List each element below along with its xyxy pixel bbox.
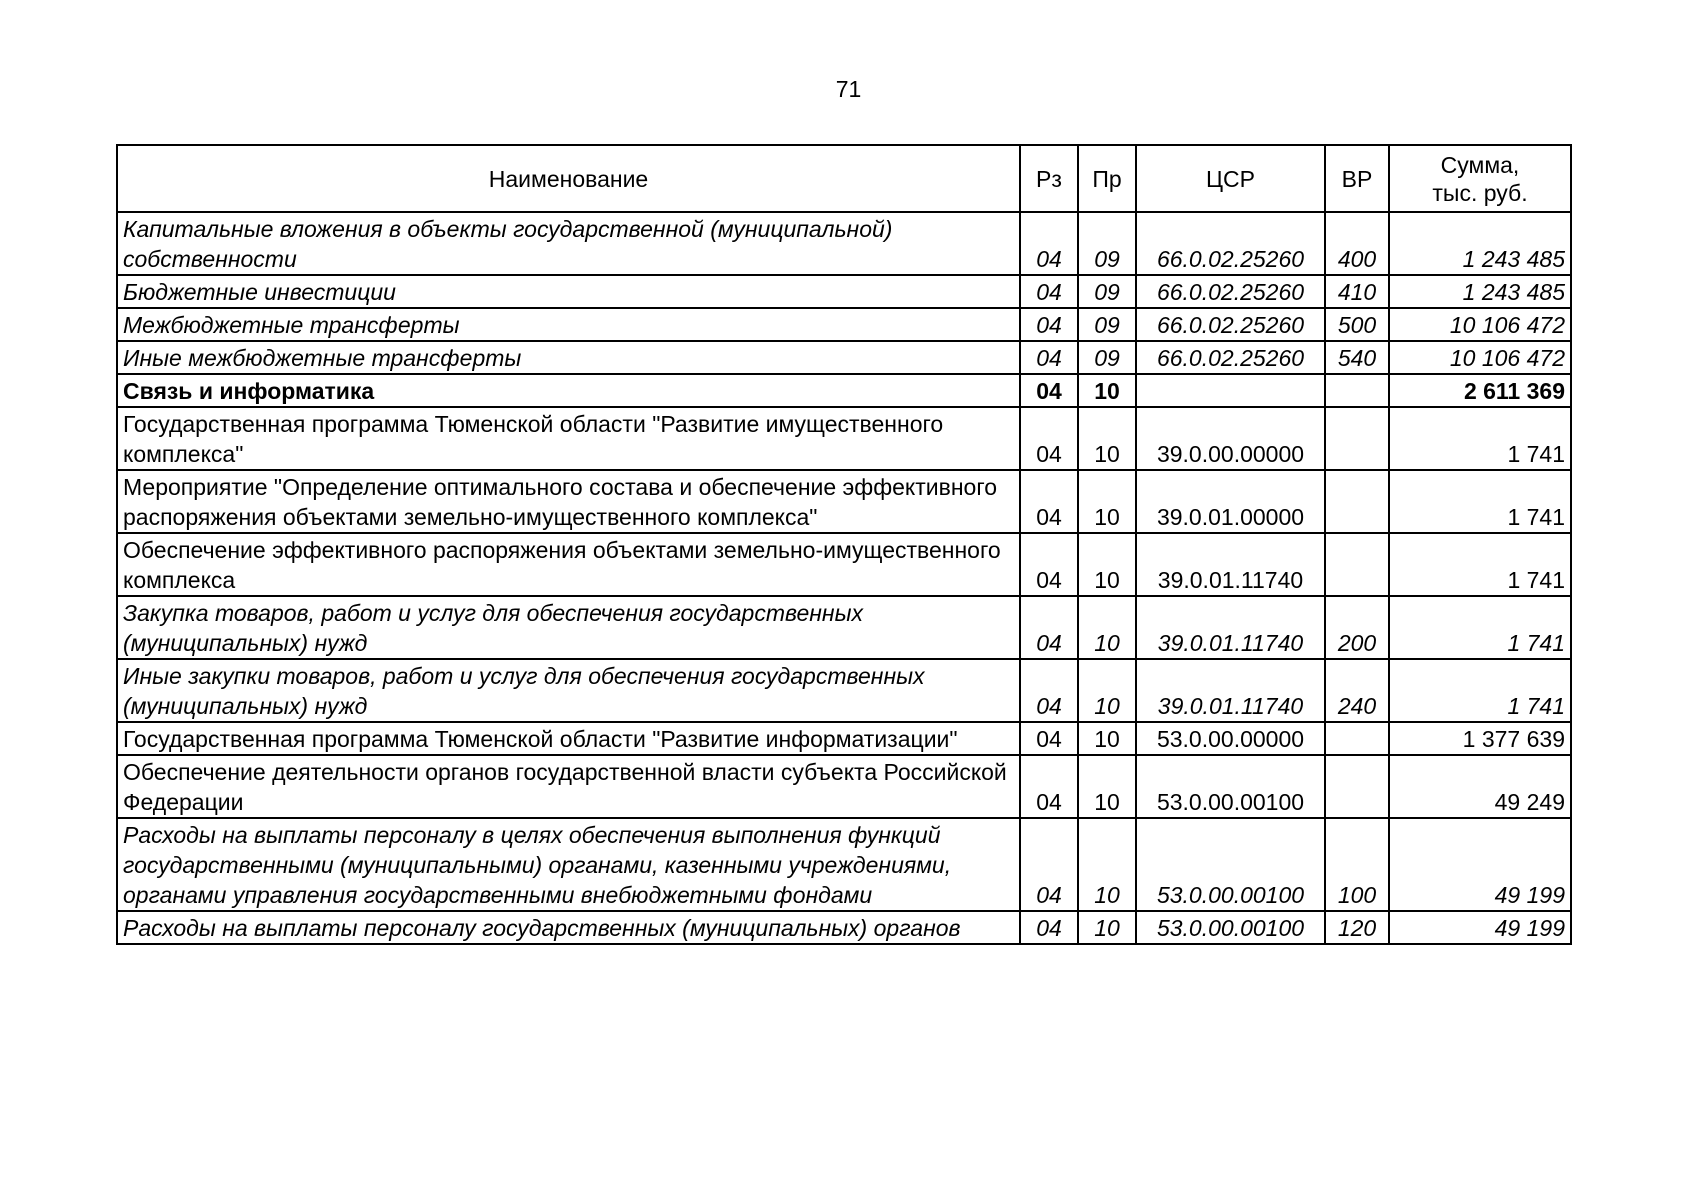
row-sum: 10 106 472 [1389,341,1571,374]
row-sum: 1 243 485 [1389,212,1571,275]
row-sum: 10 106 472 [1389,308,1571,341]
row-vr: 240 [1325,659,1389,722]
table-row [117,275,1571,308]
row-pr: 10 [1078,659,1136,722]
row-pr: 10 [1078,722,1136,755]
header-row [117,145,1571,212]
row-vr: 200 [1325,596,1389,659]
table-row [117,212,1571,275]
row-csr: 39.0.01.11740 [1136,533,1325,596]
row-rz: 04 [1020,212,1078,275]
row-rz: 04 [1020,374,1078,407]
row-vr [1325,722,1389,755]
table-body [117,212,1571,944]
row-vr: 500 [1325,308,1389,341]
row-pr: 10 [1078,596,1136,659]
row-csr [1136,374,1325,407]
row-csr: 53.0.00.00100 [1136,818,1325,911]
row-vr: 410 [1325,275,1389,308]
row-vr [1325,533,1389,596]
row-sum: 2 611 369 [1389,374,1571,407]
row-name: Закупка товаров, работ и услуг для обеспечения государственных (муниципальных) нужд [117,596,1020,659]
row-rz: 04 [1020,722,1078,755]
row-sum: 1 741 [1389,659,1571,722]
row-pr: 10 [1078,374,1136,407]
row-vr [1325,755,1389,818]
row-pr: 09 [1078,212,1136,275]
table-row [117,470,1571,533]
row-pr: 10 [1078,755,1136,818]
header-sum [1389,145,1571,212]
row-pr: 10 [1078,818,1136,911]
row-rz: 04 [1020,407,1078,470]
row-vr: 540 [1325,341,1389,374]
row-name: Межбюджетные трансферты [117,308,1020,341]
row-rz: 04 [1020,911,1078,944]
row-rz: 04 [1020,659,1078,722]
row-pr: 10 [1078,533,1136,596]
row-pr: 09 [1078,341,1136,374]
row-rz: 04 [1020,596,1078,659]
row-name: Связь и информатика [117,374,1020,407]
row-name: Расходы на выплаты персоналу государственных (муниципальных) органов [117,911,1020,944]
page-number: 71 [835,76,862,102]
row-pr: 10 [1078,911,1136,944]
row-rz: 04 [1020,275,1078,308]
table-row [117,596,1571,659]
row-csr: 53.0.00.00100 [1136,911,1325,944]
table-row [117,374,1571,407]
row-rz: 04 [1020,470,1078,533]
row-pr: 10 [1078,407,1136,470]
row-csr: 66.0.02.25260 [1136,341,1325,374]
header-vr: ВР [1325,145,1389,212]
row-name: Расходы на выплаты персоналу в целях обеспечения выполнения функций государственными (муниципальными) органами, казенными учреждениями, органами управления государственными внебюджетными фондами [117,818,1020,911]
row-csr: 39.0.01.11740 [1136,596,1325,659]
row-rz: 04 [1020,755,1078,818]
header-sum-line2: тыс. руб. [1432,180,1528,206]
budget-table [116,144,1572,945]
row-csr: 39.0.01.11740 [1136,659,1325,722]
row-vr: 100 [1325,818,1389,911]
table-row [117,308,1571,341]
table-row [117,407,1571,470]
row-csr: 66.0.02.25260 [1136,212,1325,275]
row-pr: 10 [1078,470,1136,533]
row-sum: 1 741 [1389,596,1571,659]
table-row [117,755,1571,818]
header-name: Наименование [117,145,1020,212]
row-csr: 39.0.00.00000 [1136,407,1325,470]
row-sum: 49 199 [1389,911,1571,944]
row-sum: 1 741 [1389,533,1571,596]
table-row [117,722,1571,755]
row-name: Капитальные вложения в объекты государственной (муниципальной) собственности [117,212,1020,275]
row-vr: 120 [1325,911,1389,944]
row-name: Бюджетные инвестиции [117,275,1020,308]
row-sum: 1 377 639 [1389,722,1571,755]
table-row [117,659,1571,722]
row-rz: 04 [1020,341,1078,374]
table-row [117,341,1571,374]
table-row [117,818,1571,911]
row-vr [1325,407,1389,470]
row-pr: 09 [1078,275,1136,308]
row-csr: 66.0.02.25260 [1136,275,1325,308]
row-name: Иные межбюджетные трансферты [117,341,1020,374]
row-vr: 400 [1325,212,1389,275]
row-rz: 04 [1020,533,1078,596]
header-rz: Рз [1020,145,1078,212]
row-vr [1325,470,1389,533]
row-name: Мероприятие "Определение оптимального состава и обеспечение эффективного распоряжения объектами земельно-имущественного комплекса" [117,470,1020,533]
row-csr: 53.0.00.00100 [1136,755,1325,818]
header-sum-line1: Сумма, [1440,152,1520,178]
row-csr: 39.0.01.00000 [1136,470,1325,533]
row-rz: 04 [1020,308,1078,341]
row-sum: 49 199 [1389,818,1571,911]
row-name: Обеспечение эффективного распоряжения объектами земельно-имущественного комплекса [117,533,1020,596]
row-sum: 1 741 [1389,407,1571,470]
table-row [117,911,1571,944]
header-pr: Пр [1078,145,1136,212]
row-name: Государственная программа Тюменской области "Развитие информатизации" [117,722,1020,755]
row-pr: 09 [1078,308,1136,341]
row-csr: 53.0.00.00000 [1136,722,1325,755]
row-vr [1325,374,1389,407]
row-rz: 04 [1020,818,1078,911]
header-csr: ЦСР [1136,145,1325,212]
row-sum: 49 249 [1389,755,1571,818]
row-sum: 1 243 485 [1389,275,1571,308]
row-sum: 1 741 [1389,470,1571,533]
row-name: Обеспечение деятельности органов государственной власти субъекта Российской Федерации [117,755,1020,818]
row-csr: 66.0.02.25260 [1136,308,1325,341]
table-row [117,533,1571,596]
row-name: Государственная программа Тюменской области "Развитие имущественного комплекса" [117,407,1020,470]
row-name: Иные закупки товаров, работ и услуг для обеспечения государственных (муниципальных) нужд [117,659,1020,722]
